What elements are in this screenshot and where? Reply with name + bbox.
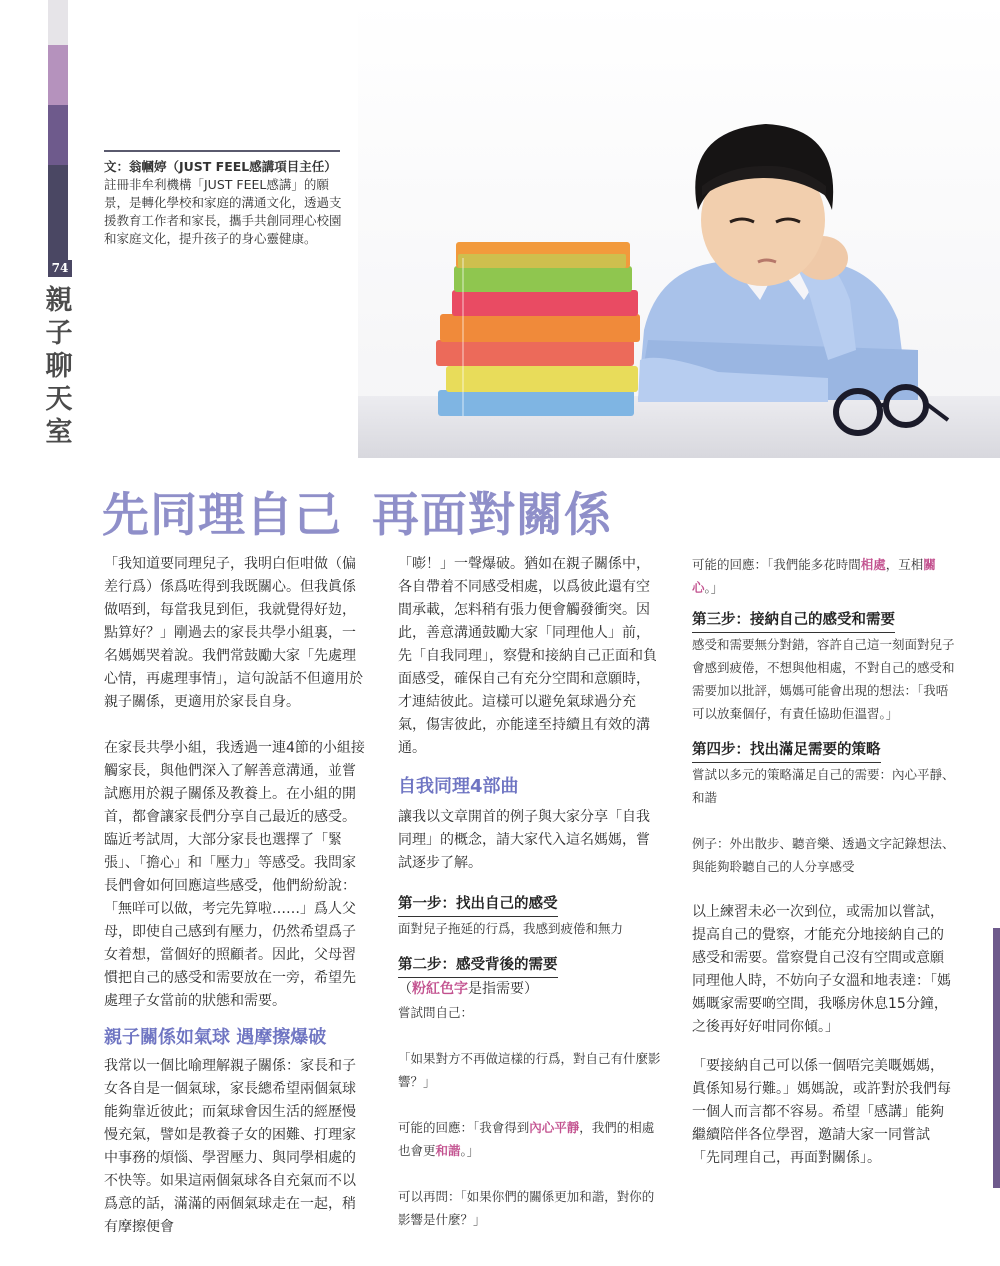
article-column-1 (104, 553, 368, 1239)
section-title-char: 子 (45, 318, 73, 349)
paragraph: 以上練習未必一次到位，或需加以嘗試，提高自己的覺察，才能充分地接納自己的感受和需要。當察覺自己沒有空間或意願同理他人時，不妨向子女溫和地表達：「媽媽嘅家需要啲空間，我喺房休息15分鐘，之後再好好咁同你傾。」 (692, 904, 951, 1035)
headline-part2: 再面對關係 (372, 488, 612, 543)
pink-text: 內心平靜 (529, 1120, 580, 1135)
answer (398, 1116, 662, 1162)
author-name: 文：翁幗婷（JUST FEEL感講項目主任） (104, 159, 337, 174)
paragraph: 在家長共學小組，我透過一連4節的小組接觸家長，與他們深入了解善意溝通，並嘗試應用於親子關係及教養上。在小組的開首，都會讓家長們分享自己最近的感受。臨近考試周，大部分家長也選擇了「緊張」、「擔心」和「壓力」等感受。我問家長們會如何回應這些感受，他們紛紛說：「無咩可以做，考完先算啦……」爲人父母，即使自己感到有壓力，仍然希望爲子女着想，當個好的照顧者。因此，父母習慣把自己的感受和需要放在一旁，希望先處理子女當前的狀態和需要。 (104, 740, 365, 1009)
step-text: 嘗試問自己： (398, 1005, 474, 1020)
paragraph: 「我知道要同理兒子，我明白佢咁做（偏差行爲）係爲咗得到我既關心。但我眞係做唔到，每當我見到佢，我就覺得好攰，點算好？」剛過去的家長共學小組裏，一名媽媽哭着說。我們常鼓勵大家「先處理心情，再處理事情」，這句說話不但適用於親子關係，更適用於家長自身。 (104, 556, 363, 710)
strip-segment-purple (48, 105, 68, 165)
step-text: 面對兒子拖延的行爲，我感到疲倦和無力 (398, 921, 624, 936)
answer-mid: ，互相 (885, 557, 924, 572)
right-edge-bar (993, 928, 1000, 1188)
question: 「如果對方不再做這樣的行爲，對自己有什麼影響？」 (398, 1051, 661, 1089)
pink-text: 粉紅色字 (412, 981, 468, 997)
paragraph: 「要接納自己可以係一個唔完美嘅媽媽，眞係知易行難。」媽媽說，或許對於我們每一個人而言都不容易。希望「感講」能夠繼續陪伴各位學習，邀請大家一同嘗試「先同理自己，再面對關係」。 (692, 1058, 951, 1166)
hero-photo (358, 0, 1000, 458)
author-rule (104, 150, 340, 152)
answer-mid: ，我們的相處也會更 (398, 1120, 655, 1158)
author-bio: 註冊非牟利機構「JUST FEEL感講」的願景，是轉化學校和家庭的溝通文化，透過支援教育工作者和家長，攜手共創同理心校園和家庭文化，提升孩子的身心靈健康。 (104, 177, 342, 246)
paragraph: 讓我以文章開首的例子與大家分享「自我同理」的概念，請大家代入這名媽媽，嘗試逐步了解。 (398, 809, 650, 871)
page-number: 74 (48, 260, 72, 277)
strip-segment-light (48, 0, 68, 45)
step-text: 感受和需要無分對錯，容許自己這一刻面對兒子會感到疲倦，不想與他相處，不對自己的感受和需要加以批評，媽媽可能會出現的想法：「我唔可以放棄個仔，有責任協助佢溫習。」 (692, 637, 955, 721)
answer-end: 。」 (704, 580, 724, 595)
section-title (44, 284, 74, 449)
article-column-2 (398, 553, 662, 1231)
pink-text: 關心 (692, 557, 936, 595)
step-text: 嘗試以多元的策略滿足自己的需要：內心平靜、和諧 (692, 767, 955, 805)
answer-pre: 可能的回應：「我們能多花時間 (692, 557, 861, 572)
subheading: 自我同理4部曲 (398, 776, 519, 797)
note-open: （ (398, 981, 412, 997)
needs-note (398, 978, 662, 1001)
article-column-3 (692, 553, 956, 1170)
pink-text: 相處 (860, 557, 886, 572)
headline (102, 478, 612, 545)
section-title-char: 天 (45, 384, 73, 415)
answer-pre: 可能的回應：「我會得到 (398, 1120, 530, 1135)
step-title: 第三步：接納自己的感受和需要 (692, 610, 895, 633)
section-title-char: 親 (45, 285, 73, 316)
step-title: 第一步：找出自己的感受 (398, 894, 558, 917)
paragraph: 「嘭！」一聲爆破。猶如在親子關係中，各自帶着不同感受相處，以爲彼此還有空間承載，怎料稍有張力便會觸發衝突。因此，善意溝通鼓勵大家「同理他人」前，先「自我同理」，察覺和接納自己正面和負面感受，確保自己有充分空間和意願時，才連結彼此。這樣可以避免氣球過分充氣，傷害彼此，亦能達至持續且有效的溝通。 (398, 556, 657, 756)
author-box (104, 158, 350, 248)
note-rest: 是指需要） (468, 981, 538, 997)
step-title: 第二步：感受背後的需要 (398, 955, 558, 978)
answer-end: 。」 (460, 1143, 480, 1158)
strip-segment-pink (48, 45, 68, 105)
boy-with-books-illustration (358, 0, 1000, 458)
step-title: 第四步：找出滿足需要的策略 (692, 740, 881, 763)
example-text: 例子：外出散步、聽音樂、透過文字記錄想法、與能夠聆聽自己的人分享感受 (692, 836, 955, 874)
subheading: 親子關係如氣球 遇摩擦爆破 (104, 1027, 327, 1048)
pink-text: 和諧 (435, 1143, 461, 1158)
question: 可以再問：「如果你們的關係更加和諧，對你的影響是什麼？」 (398, 1189, 655, 1227)
section-title-char: 聊 (45, 351, 73, 382)
paragraph: 我常以一個比喻理解親子關係：家長和子女各自是一個氣球，家長總希望兩個氣球能夠靠近彼此；而氣球會因生活的經歷慢慢充氣，譬如是教養子女的困難、打理家中事務的煩惱、學習壓力、與同學相處的不快等。如果這兩個氣球各自充氣而不以爲意的話，滿滿的兩個氣球走在一起，稍有摩擦便會 (104, 1058, 356, 1235)
answer (692, 553, 956, 599)
strip-segment-dark (48, 165, 68, 260)
headline-part1: 先同理自己 (102, 488, 342, 543)
section-title-char: 室 (45, 417, 73, 448)
